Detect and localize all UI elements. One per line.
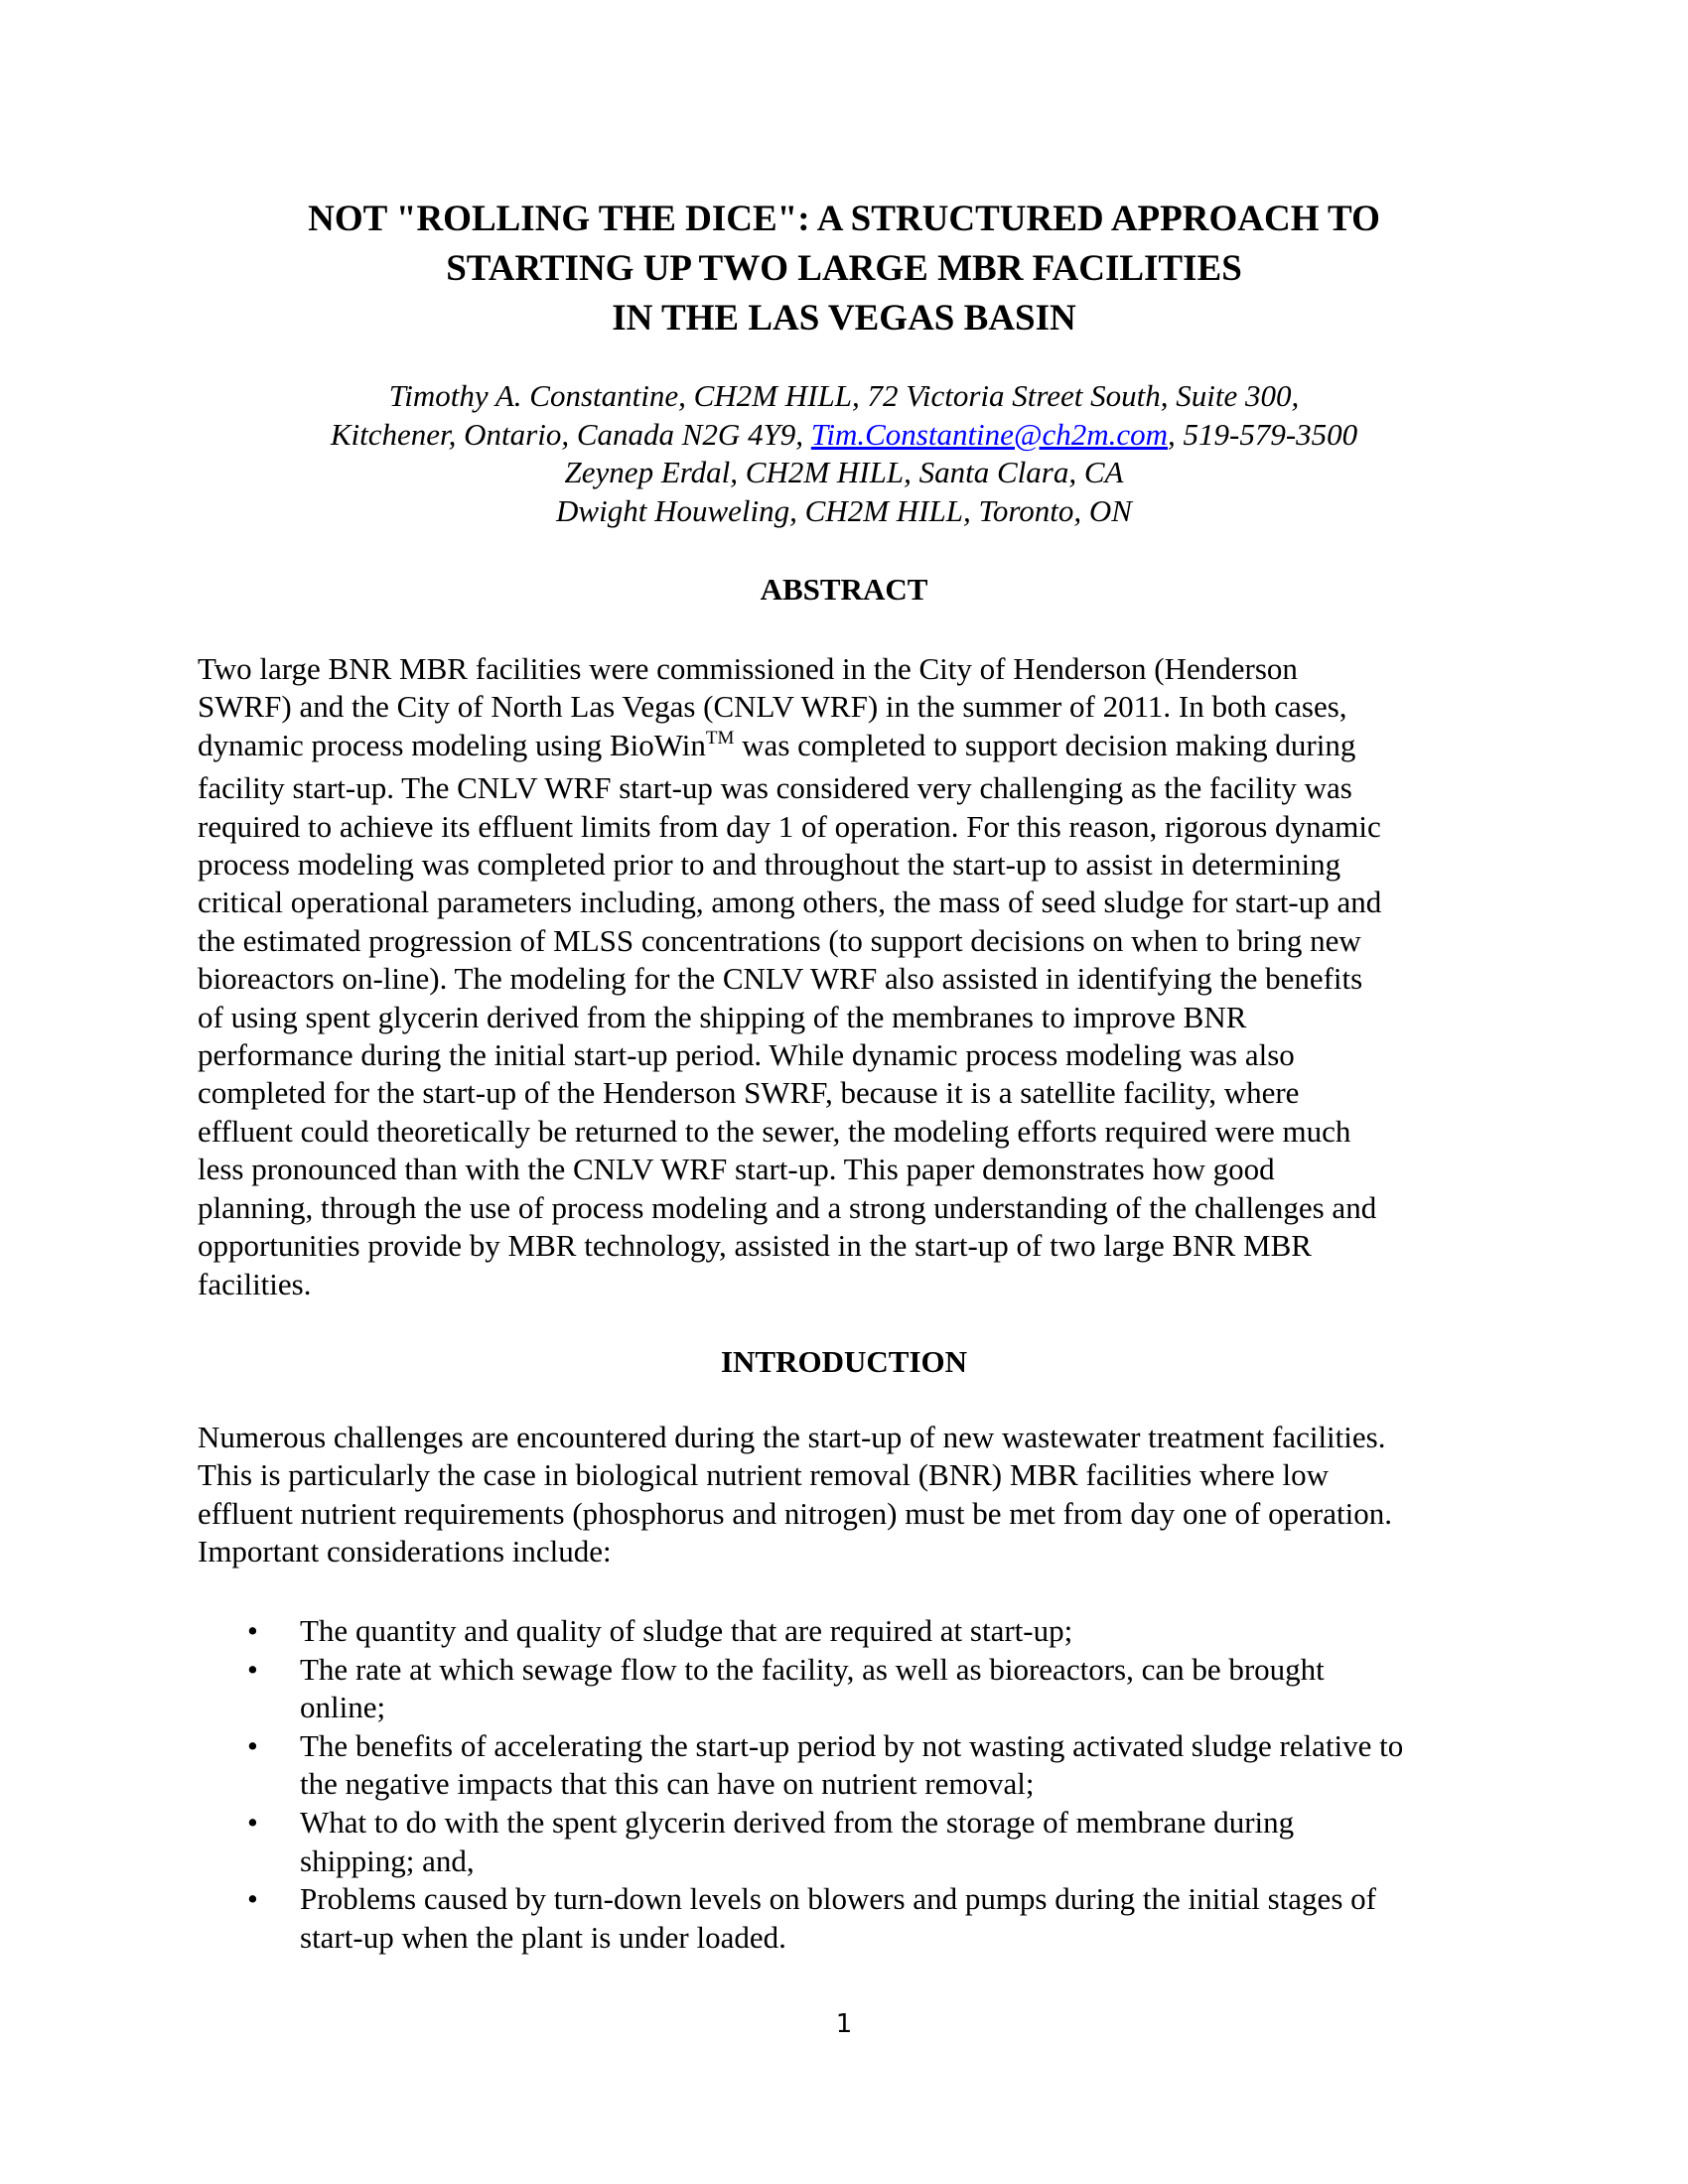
bullet-icon: • xyxy=(247,1804,258,1840)
abstract-line: completed for the start-up of the Henderson SWRF, because it is a satellite facility, where xyxy=(198,1075,1300,1111)
author-line: Dwight Houweling, CH2M HILL, Toronto, ON xyxy=(556,492,1132,528)
abstract-line: opportunities provide by MBR technology, assisted in the start-up of two large BNR MBR xyxy=(198,1228,1312,1264)
abstract-paragraph xyxy=(198,650,1508,1303)
author-email-link[interactable]: Tim.Constantine@ch2m.com xyxy=(810,416,1168,452)
abstract-line: effluent could theoretically be returned to the sewer, the modeling efforts required were much xyxy=(198,1113,1351,1149)
abstract-line: required to achieve its effluent limits from day 1 of operation. For this reason, rigorous dynamic xyxy=(198,808,1381,844)
abstract-line: facility start-up. The CNLV WRF start-up was considered very challenging as the facility was xyxy=(198,770,1352,806)
abstract-line: Two large BNR MBR facilities were commissioned in the City of Henderson (Henderson xyxy=(198,651,1298,686)
bullet-icon: • xyxy=(247,1727,258,1763)
intro-line: effluent nutrient requirements (phosphorus and nitrogen) must be met from day one of operation. xyxy=(198,1495,1392,1531)
bullet-icon: • xyxy=(247,1613,258,1648)
list-item-line: online; xyxy=(300,1690,386,1725)
abstract-line: the estimated progression of MLSS concentrations (to support decisions on when to bring new xyxy=(198,922,1361,958)
bullet-icon: • xyxy=(247,1881,258,1917)
list-item-line: The quantity and quality of sludge that are required at start-up; xyxy=(300,1613,1073,1648)
bullet-icon: • xyxy=(247,1651,258,1687)
abstract-line xyxy=(198,727,1508,769)
abstract-line: less pronounced than with the CNLV WRF start-up. This paper demonstrates how good xyxy=(198,1152,1275,1187)
page-number: 1 xyxy=(835,2009,853,2039)
list-item-line: the negative impacts that this can have on nutrient removal; xyxy=(300,1766,1035,1802)
list-item-line: What to do with the spent glycerin derived from the storage of membrane during xyxy=(300,1804,1295,1840)
list-item-line: The rate at which sewage flow to the facility, as well as bioreactors, can be brought xyxy=(300,1651,1325,1687)
list-item xyxy=(0,1612,1688,1651)
author-line xyxy=(0,416,1688,455)
list-item xyxy=(0,1651,1688,1727)
list-item-line: start-up when the plant is under loaded. xyxy=(300,1919,786,1955)
abstract-line: of using spent glycerin derived from the shipping of the membranes to improve BNR xyxy=(198,999,1247,1034)
abstract-line-text: dynamic process modeling using BioWin xyxy=(198,727,706,762)
list-item xyxy=(0,1727,1688,1804)
list-item-line: shipping; and, xyxy=(300,1843,475,1878)
abstract-line: planning, through the use of process modeling and a strong understanding of the challenges and xyxy=(198,1189,1377,1225)
intro-line: Numerous challenges are encountered during the start-up of new wastewater treatment facilities. xyxy=(198,1420,1386,1454)
list-item-line: The benefits of accelerating the start-up period by not wasting activated sludge relative to xyxy=(300,1727,1404,1763)
author-address: Kitchener, Ontario, Canada N2G 4Y9, xyxy=(330,416,811,452)
author-line: Zeynep Erdal, CH2M HILL, Santa Clara, CA xyxy=(564,455,1124,489)
trademark-superscript: TM xyxy=(705,727,735,749)
list-item xyxy=(0,1880,1688,1957)
abstract-heading: ABSTRACT xyxy=(760,572,928,607)
abstract-line-text: was completed to support decision making during xyxy=(734,727,1356,762)
title-line: STARTING UP TWO LARGE MBR FACILITIES xyxy=(446,248,1242,289)
intro-line: Important considerations include: xyxy=(198,1534,612,1570)
intro-line: This is particularly the case in biological nutrient removal (BNR) MBR facilities where low xyxy=(198,1457,1329,1493)
author-line: Timothy A. Constantine, CH2M HILL, 72 Victoria Street South, Suite 300, xyxy=(388,378,1300,413)
abstract-line: performance during the initial start-up period. While dynamic process modeling was also xyxy=(198,1037,1295,1073)
list-item xyxy=(0,1804,1688,1880)
abstract-line: SWRF) and the City of North Las Vegas (CNLV WRF) in the summer of 2011. In both cases, xyxy=(198,689,1347,725)
title-line: NOT "ROLLING THE DICE": A STRUCTURED APPROACH TO xyxy=(308,199,1380,239)
abstract-line: bioreactors on-line). The modeling for the CNLV WRF also assisted in identifying the benefits xyxy=(198,961,1363,997)
introduction-heading: INTRODUCTION xyxy=(720,1344,968,1379)
list-item-line: Problems caused by turn-down levels on blowers and pumps during the initial stages of xyxy=(300,1881,1376,1917)
paper-title xyxy=(0,195,1688,343)
abstract-line: critical operational parameters including, among others, the mass of seed sludge for start-up and xyxy=(198,885,1382,920)
author-block xyxy=(0,377,1688,530)
abstract-line: process modeling was completed prior to and throughout the start-up to assist in determining xyxy=(198,847,1341,883)
title-line: IN THE LAS VEGAS BASIN xyxy=(612,298,1076,339)
introduction-paragraph xyxy=(198,1419,1508,1571)
considerations-list xyxy=(0,1612,1688,1957)
abstract-line: facilities. xyxy=(198,1266,312,1301)
author-phone: , 519-579-3500 xyxy=(1168,416,1358,452)
